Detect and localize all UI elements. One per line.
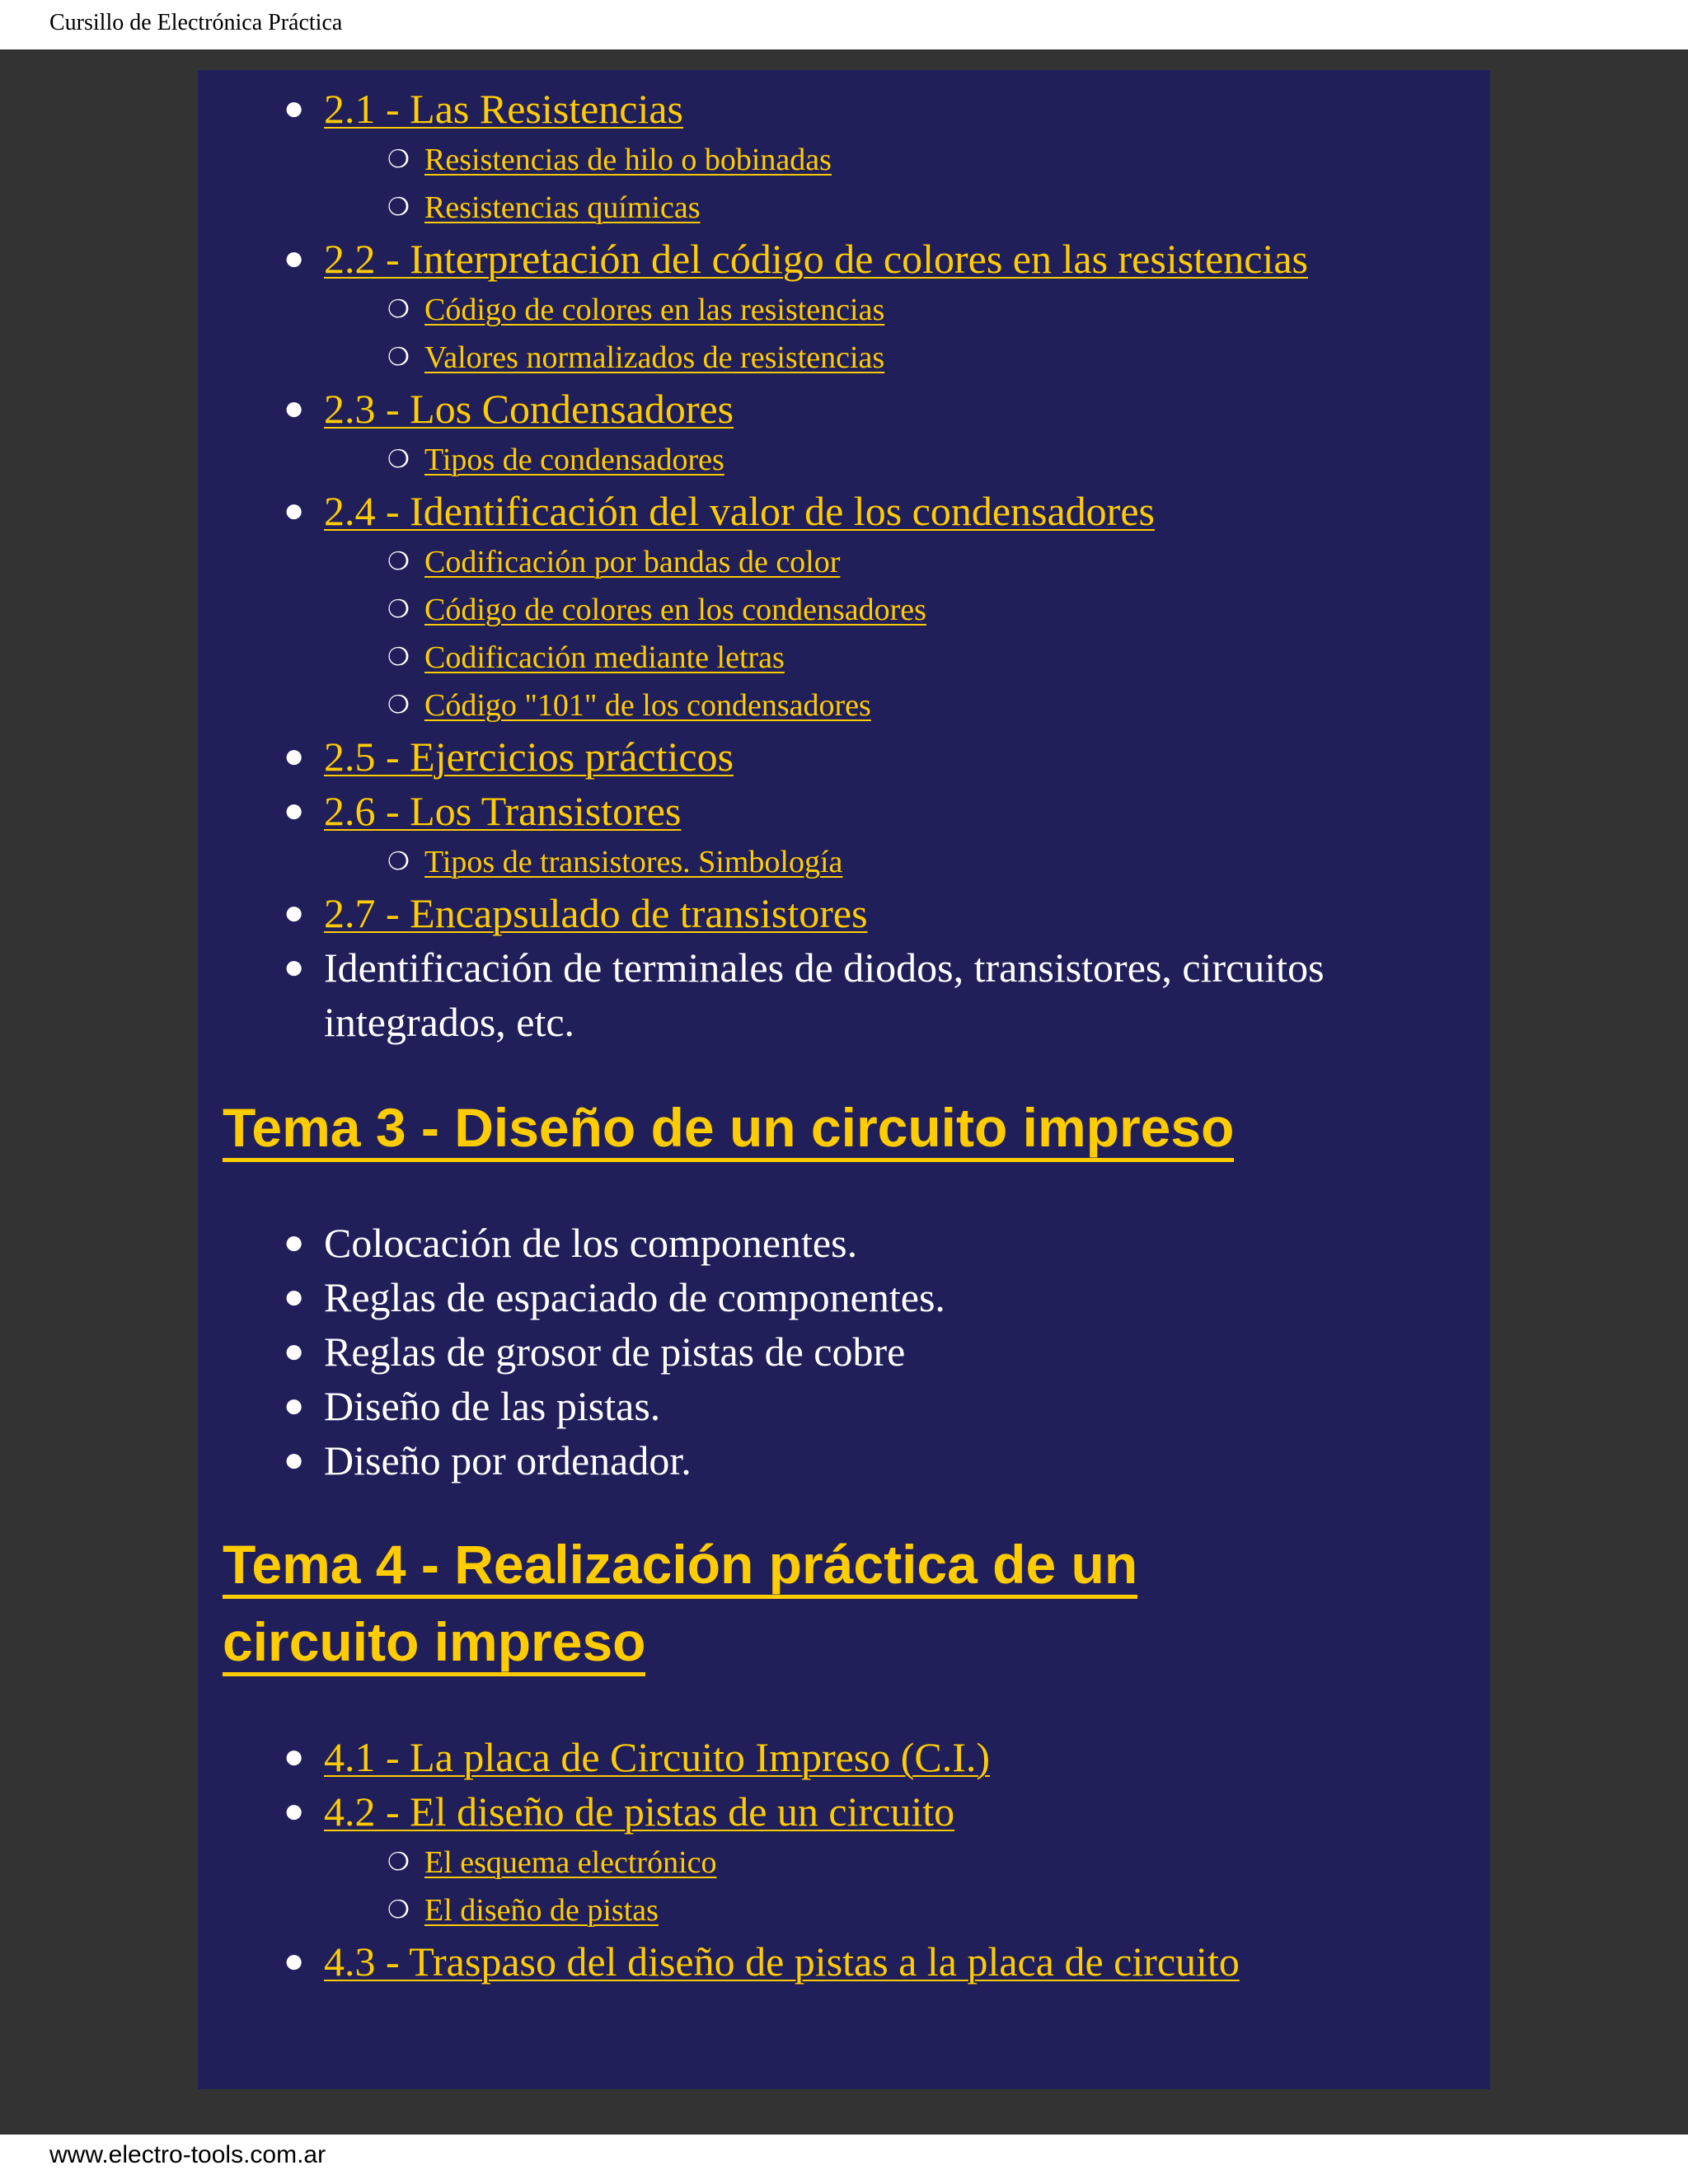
list-item-text: Identificación de terminales de diodos, transistores, circuitos integrados, etc. (324, 944, 1325, 1045)
list-item (198, 1216, 1490, 1270)
circle-bullet-icon: ❍ (387, 548, 410, 575)
bullet-icon: ● (284, 492, 305, 530)
tema2-list (198, 82, 1490, 940)
list-item (198, 1934, 1490, 1989)
bullet-icon: ● (284, 1943, 305, 1980)
circle-bullet-icon: ❍ (387, 848, 410, 875)
sub-list-item (198, 538, 1490, 586)
bullet-icon: ● (284, 1441, 305, 1479)
footer-url: www.electro-tools.com.ar (49, 2141, 326, 2168)
section-heading-text: Tema 3 - Diseño de un circuito impreso (223, 1097, 1234, 1162)
page-footer (0, 2135, 1688, 2184)
list-item-text: Reglas de grosor de pistas de cobre (324, 1329, 906, 1375)
toc-sublink[interactable]: El diseño de pistas (424, 1893, 659, 1928)
sub-list-item (198, 682, 1490, 729)
circle-bullet-icon: ❍ (387, 596, 410, 623)
list-item-text: Diseño por ordenador. (324, 1437, 692, 1483)
tema3-list (198, 1216, 1490, 1488)
circle-bullet-icon: ❍ (387, 1849, 410, 1876)
document-title: Cursillo de Electrónica Práctica (49, 10, 343, 35)
toc-sublink[interactable]: Código "101" de los condensadores (424, 688, 871, 723)
list-item (198, 1324, 1490, 1379)
toc-link[interactable]: 2.4 - Identificación del valor de los condensadores (324, 488, 1155, 534)
list-item (198, 886, 1490, 940)
toc-sublink[interactable]: Codificación por bandas de color (424, 545, 841, 579)
list-item (198, 382, 1490, 436)
bullet-icon: ● (284, 1738, 305, 1776)
circle-bullet-icon: ❍ (387, 296, 410, 323)
list-item (198, 484, 1490, 538)
circle-bullet-icon: ❍ (387, 446, 410, 473)
toc-link[interactable]: 4.1 - La placa de Circuito Impreso (C.I.) (324, 1734, 991, 1780)
toc-sublink[interactable]: Valores normalizados de resistencias (424, 340, 885, 375)
toc-link[interactable]: 2.7 - Encapsulado de transistores (324, 890, 868, 936)
circle-bullet-icon: ❍ (387, 344, 410, 371)
toc-link[interactable]: 4.2 - El diseño de pistas de un circuito (324, 1788, 955, 1835)
toc-sublink[interactable]: Resistencias químicas (424, 190, 701, 225)
list-item (198, 1433, 1490, 1488)
sub-list-item (198, 586, 1490, 634)
toc-sublink[interactable]: Código de colores en los condensadores (424, 593, 926, 627)
list-item (198, 1784, 1490, 1839)
bullet-icon: ● (284, 1793, 305, 1830)
section-heading-text-line1: Tema 4 - Realización práctica de un (223, 1534, 1137, 1599)
toc-link[interactable]: 2.1 - Las Resistencias (324, 86, 684, 132)
toc-sublink[interactable]: Resistencias de hilo o bobinadas (424, 143, 832, 177)
list-item (198, 82, 1490, 136)
section-heading-tema4 (198, 1526, 1490, 1680)
tema4-list (198, 1730, 1490, 1989)
circle-bullet-icon: ❍ (387, 644, 410, 671)
bullet-icon: ● (284, 738, 305, 776)
bullet-icon: ● (284, 1387, 305, 1425)
sub-list-item (198, 1839, 1490, 1886)
sub-list-item (198, 634, 1490, 682)
sub-list-item (198, 436, 1490, 484)
circle-bullet-icon: ❍ (387, 691, 410, 719)
list-item (198, 1379, 1490, 1433)
toc-link[interactable]: 2.3 - Los Condensadores (324, 386, 734, 432)
circle-bullet-icon: ❍ (387, 146, 410, 173)
sub-list-item (198, 136, 1490, 184)
tema2-plain-list (198, 940, 1490, 1049)
sub-list-item (198, 286, 1490, 334)
list-item (198, 1270, 1490, 1324)
bullet-icon: ● (284, 1224, 305, 1262)
list-item (198, 1730, 1490, 1784)
bullet-icon: ● (284, 949, 305, 987)
list-item (198, 729, 1490, 784)
toc-link[interactable]: 2.5 - Ejercicios prácticos (324, 733, 734, 780)
bullet-icon: ● (284, 90, 305, 128)
toc-sublink[interactable]: Código de colores en las resistencias (424, 293, 885, 327)
bullet-icon: ● (284, 894, 305, 932)
bullet-icon: ● (284, 1333, 305, 1371)
bullet-icon: ● (284, 792, 305, 830)
list-item (198, 784, 1490, 838)
list-item-text: Colocación de los componentes. (324, 1220, 858, 1266)
sub-list-item (198, 334, 1490, 382)
bullet-icon: ● (284, 390, 305, 428)
toc-sublink[interactable]: El esquema electrónico (424, 1845, 717, 1880)
list-item (198, 232, 1490, 286)
toc-sublink[interactable]: Codificación mediante letras (424, 640, 785, 675)
toc-link[interactable]: 2.6 - Los Transistores (324, 788, 682, 834)
sub-list-item (198, 838, 1490, 886)
list-item-text: Reglas de espaciado de componentes. (324, 1274, 945, 1320)
page-header (0, 0, 1688, 49)
toc-link[interactable]: 4.3 - Traspaso del diseño de pistas a la placa de circuito (324, 1938, 1240, 1985)
sub-list-item (198, 184, 1490, 232)
sub-list-item (198, 1886, 1490, 1934)
section-heading-text-line2: circuito impreso (223, 1611, 645, 1676)
content-panel (198, 70, 1490, 2089)
circle-bullet-icon: ❍ (387, 194, 410, 221)
list-item-text: Diseño de las pistas. (324, 1383, 661, 1429)
circle-bullet-icon: ❍ (387, 1896, 410, 1924)
bullet-icon: ● (284, 1278, 305, 1316)
bullet-icon: ● (284, 240, 305, 278)
section-heading-tema3 (198, 1089, 1490, 1166)
toc-sublink[interactable]: Tipos de condensadores (424, 443, 724, 477)
toc-sublink[interactable]: Tipos de transistores. Simbología (424, 845, 843, 879)
list-item (198, 940, 1490, 1049)
toc-link[interactable]: 2.2 - Interpretación del código de colores en las resistencias (324, 236, 1308, 282)
